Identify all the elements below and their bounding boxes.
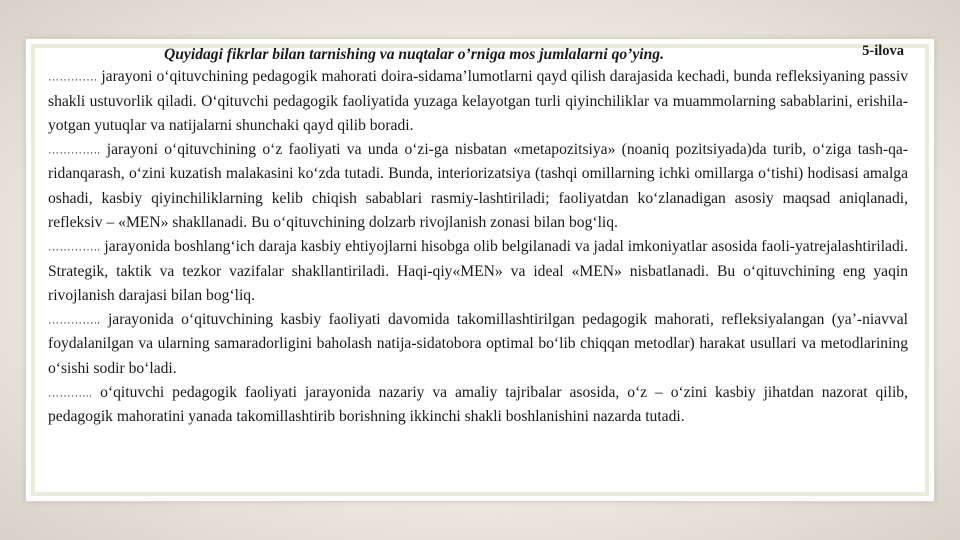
paragraph-2 bbox=[48, 138, 908, 235]
paragraph-1 bbox=[48, 65, 908, 138]
slide-content bbox=[48, 43, 908, 430]
blank-placeholder: ………... bbox=[48, 387, 93, 400]
paragraph-5 bbox=[48, 381, 908, 430]
title-row bbox=[48, 43, 908, 65]
blank-placeholder: …………. bbox=[48, 71, 98, 84]
page-label: 5-ilova bbox=[862, 43, 904, 59]
paragraph-text: o‘qituvchi pedagogik faoliyati jarayonida nazariy va amaliy tajribalar asosida, o‘z – o‘zini kasbiy jihatdan nazorat qilib, pedagogik mahoratini yanada takomillashtirib borishning ikkinchi shakli boshlanishini nazarda tutadi. bbox=[48, 383, 908, 426]
paragraph-text: jarayoni o‘qituvchining pedagogik mahorati doira-sidama’lumotlarni qayd qilish darajasida kechadi, bunda refleksiyaning passiv shakli ustuvorlik qiladi. O‘qituvchi pedagogik faoliyatida yuzaga kelayotgan turli qiyinchiliklar va muammolarning sabablarini, erishila-yotgan yutuqlar va natijalarni shunchaki qayd qilib boradi. bbox=[48, 68, 908, 134]
paragraph-text: jarayonida o‘qituvchining kasbiy faoliyati davomida takomillashtirilgan pedagogik mahorati, refleksiyalangan (ya’-niavval foydalanilgan va ularning samaradorligini baholash natija-sidatobora optimal bo‘lib chiqqan metodlar) harakat usullari va metodlarining o‘sishi sodir bo‘ladi. bbox=[48, 310, 908, 377]
paragraph-text: jarayoni o‘qituvchining o‘z faoliyati va unda o‘zi-ga nisbatan «metapozitsiya» (noaniq pozitsiyada)da turib, o‘ziga tash-qa-ridanqarash, o‘zini kuzatish malakasini ko‘zda tutadi. Bunda, interiorizatsiya (tashqi omillarning ichki omillarga o‘tishi) hodisasi amalga oshadi, kasbiy qiyinchiliklarning kelib chiqish sabablari rasmiy-lashtiriladi; faoliyatdan ko‘zlanadigan asosiy maqsad aniqlanadi, refleksiv – «MEN» shakllanadi. Bu o‘qituvchining dolzarb rivojlanish zonasi bilan bog‘liq. bbox=[48, 140, 908, 231]
blank-placeholder: ………….. bbox=[48, 314, 101, 327]
blank-placeholder: ………….. bbox=[48, 144, 101, 157]
paragraph-4 bbox=[48, 308, 908, 381]
blank-placeholder: ………….. bbox=[48, 241, 101, 254]
paragraph-text: jarayonida boshlang‘ich daraja kasbiy ehtiyojlarni hisobga olib belgilanadi va jadal imkoniyatlar asosida faoli-yatrejalashtiriladi. Strategik, taktik va tezkor vazifalar shakllantiriladi. Haqi-qiy«MEN» va ideal «MEN» nisbatlanadi. Bu o‘qituvchining eng yaqin rivojlanish darajasi bilan bog‘liq. bbox=[48, 238, 908, 304]
slide-title: Quyidagi fikrlar bilan tarnishing va nuqtalar o’rniga mos jumlalarni qo’ying. bbox=[164, 46, 664, 63]
paragraph-3 bbox=[48, 235, 908, 308]
